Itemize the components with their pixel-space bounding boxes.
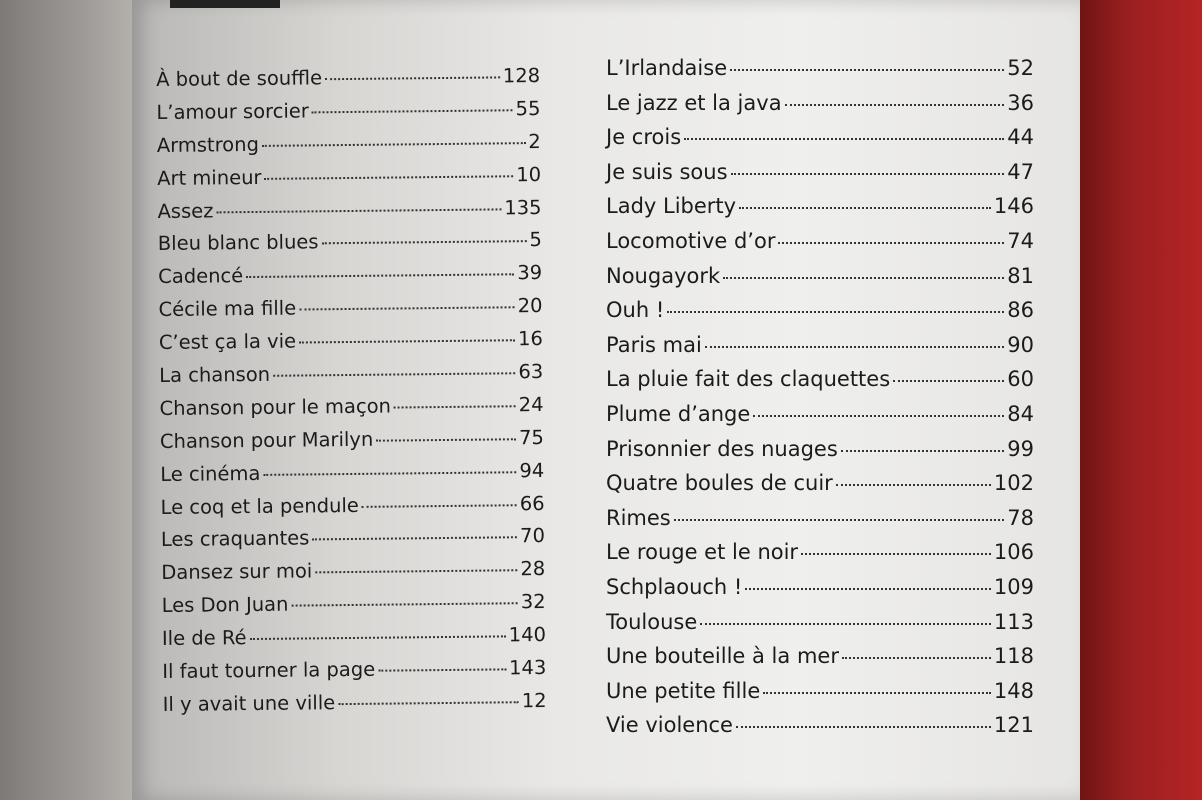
dot-leader: [705, 346, 1004, 348]
dot-leader: [736, 726, 991, 728]
entry-page: 121: [993, 713, 1034, 738]
entry-page: 135: [504, 195, 542, 219]
entry-page: 66: [519, 491, 545, 515]
index-entry: [606, 610, 1034, 645]
entry-page: 118: [993, 644, 1034, 669]
entry-page: 81: [1007, 263, 1034, 288]
index-column-left: [156, 64, 547, 726]
entry-title: Le coq et la pendule: [160, 493, 359, 519]
dot-leader: [667, 311, 1004, 313]
index-entry: [606, 679, 1034, 714]
dot-leader: [739, 207, 991, 209]
dot-leader: [700, 623, 991, 625]
index-entry: [606, 437, 1034, 472]
entry-page: 146: [993, 194, 1034, 219]
dot-leader: [265, 175, 514, 180]
dot-leader: [273, 372, 515, 377]
index-entry: [606, 367, 1034, 402]
entry-page: 36: [1007, 90, 1034, 115]
entry-page: 39: [517, 261, 543, 285]
entry-title: Ouh !: [606, 298, 665, 323]
index-entry: [606, 333, 1034, 368]
dot-leader: [315, 570, 517, 574]
index-entry: [162, 623, 546, 660]
entry-title: Nougayork: [606, 263, 721, 288]
entry-title: Rimes: [606, 505, 671, 530]
entry-title: Dansez sur moi: [161, 559, 313, 585]
entry-title: Armstrong: [156, 132, 260, 157]
entry-title: Vie violence: [606, 713, 733, 738]
entry-page: 128: [502, 63, 541, 88]
dot-leader: [723, 277, 1004, 279]
index-entry: [606, 540, 1034, 575]
entry-page: 70: [519, 524, 546, 548]
index-entry: [158, 261, 542, 298]
dot-leader: [730, 69, 1004, 71]
dot-leader: [246, 274, 514, 279]
entry-title: Ile de Ré: [161, 626, 247, 651]
entry-title: Locomotive d’or: [606, 228, 776, 253]
index-entry: [162, 656, 546, 693]
dot-leader: [338, 701, 519, 705]
entry-page: 102: [993, 471, 1034, 496]
index-entry: [160, 492, 544, 529]
book-gutter-shadow: [0, 0, 140, 800]
dot-leader: [299, 339, 515, 343]
entry-page: 78: [1007, 505, 1034, 530]
entry-page: 86: [1007, 298, 1034, 323]
dot-leader: [731, 173, 1005, 175]
index-entry: [159, 360, 543, 397]
entry-page: 60: [1007, 367, 1034, 392]
index-entry: [606, 125, 1034, 160]
entry-title: Une bouteille à la mer: [606, 644, 839, 669]
entry-page: 10: [516, 162, 542, 186]
index-entry: [157, 163, 541, 200]
dot-leader: [674, 519, 1005, 521]
entry-title: La pluie fait des claquettes: [606, 367, 891, 392]
entry-page: 63: [518, 359, 544, 384]
dot-leader: [753, 415, 1004, 417]
index-entry: [606, 644, 1034, 679]
entry-title: Je crois: [606, 125, 682, 150]
index-entry: [606, 91, 1034, 126]
entry-page: 94: [519, 458, 545, 482]
index-entry: [160, 459, 544, 496]
dot-leader: [785, 104, 1005, 106]
entry-page: 47: [1007, 159, 1034, 184]
dot-leader: [312, 109, 513, 113]
dot-leader: [325, 76, 500, 80]
entry-page: 75: [518, 425, 545, 450]
entry-title: Paris mai: [606, 332, 702, 357]
index-entry: [606, 575, 1034, 610]
dot-leader: [262, 142, 526, 147]
index-entry: [606, 471, 1034, 506]
entry-page: 52: [1007, 56, 1034, 80]
dot-leader: [376, 438, 516, 441]
dot-leader: [836, 484, 991, 486]
entry-title: Je suis sous: [606, 159, 728, 184]
entry-page: 24: [518, 392, 544, 417]
entry-page: 12: [521, 688, 547, 713]
dot-leader: [378, 668, 506, 671]
index-entry: [158, 228, 542, 265]
index-entry: [606, 713, 1034, 748]
entry-page: 5: [529, 228, 542, 252]
entry-title: Les craquantes: [160, 526, 310, 552]
index-entry: [606, 229, 1034, 264]
index-entry: [156, 97, 540, 134]
dot-leader: [394, 405, 516, 408]
dot-leader: [684, 138, 1004, 140]
entry-page: 74: [1007, 228, 1034, 253]
entry-title: Schplaouch !: [606, 574, 743, 599]
dot-leader: [299, 306, 515, 310]
index-entry: [156, 64, 540, 101]
entry-title: La chanson: [159, 362, 271, 387]
index-entry: [162, 590, 546, 627]
entry-title: Chanson pour le maçon: [159, 394, 392, 420]
dot-leader: [893, 380, 1004, 382]
index-entry: [158, 294, 542, 331]
entry-title: Cécile ma fille: [158, 296, 297, 322]
entry-title: L’amour sorcier: [156, 99, 309, 124]
dot-leader: [801, 553, 991, 555]
dot-leader: [322, 241, 527, 245]
index-entry: [159, 327, 543, 364]
entry-title: Il faut tourner la page: [162, 657, 376, 683]
index-entry: [606, 506, 1034, 541]
entry-page: 109: [993, 574, 1034, 599]
entry-title: Assez: [157, 198, 214, 223]
entry-page: 148: [993, 678, 1034, 703]
entry-page: 16: [517, 327, 543, 351]
entry-page: 55: [515, 96, 541, 121]
dot-leader: [841, 450, 1004, 452]
dot-leader: [250, 636, 506, 641]
entry-title: Art mineur: [157, 165, 262, 190]
entry-page: 140: [508, 623, 547, 647]
entry-title: Le jazz et la java: [606, 90, 782, 115]
entry-title: Le cinéma: [160, 461, 261, 486]
dot-leader: [745, 588, 991, 590]
index-entry: [161, 524, 545, 561]
dot-leader: [778, 242, 1004, 244]
index-entry: [606, 56, 1034, 91]
top-heading-fragment: [170, 0, 280, 8]
index-entry: [160, 426, 544, 463]
index-entry: [606, 160, 1034, 195]
index-entry: [157, 130, 541, 167]
index-column-right: [606, 56, 1034, 748]
dot-leader: [216, 208, 501, 213]
entry-page: 84: [1007, 401, 1034, 426]
entry-title: L’Irlandaise: [606, 56, 728, 80]
dot-leader: [291, 602, 517, 606]
index-entry: [161, 557, 545, 594]
dot-leader: [763, 692, 991, 694]
entry-page: 20: [517, 294, 543, 318]
entry-page: 28: [520, 557, 546, 581]
entry-title: Toulouse: [606, 609, 698, 634]
dot-leader: [263, 471, 516, 476]
entry-title: Quatre boules de cuir: [606, 471, 833, 496]
index-entry: [606, 194, 1034, 229]
index-entry: [606, 298, 1034, 333]
index-entry: [606, 402, 1034, 437]
index-entry: [159, 393, 543, 430]
entry-page: 90: [1007, 332, 1034, 357]
entry-page: 106: [993, 540, 1034, 565]
entry-title: Chanson pour Marilyn: [159, 427, 374, 453]
entry-page: 32: [520, 590, 546, 614]
entry-title: C’est ça la vie: [158, 329, 297, 355]
entry-page: 2: [528, 129, 541, 153]
entry-title: À bout de souffle: [156, 66, 323, 91]
entry-title: Lady Liberty: [606, 194, 737, 219]
index-entry: [157, 196, 541, 233]
entry-page: 113: [993, 609, 1034, 634]
red-background: [1080, 0, 1202, 800]
entry-title: Les Don Juan: [161, 592, 289, 618]
entry-title: Il y avait une ville: [162, 691, 336, 716]
index-entry: [606, 264, 1034, 299]
entry-title: Le rouge et le noir: [606, 540, 799, 565]
index-entry: [163, 689, 547, 726]
entry-title: Bleu blanc blues: [157, 230, 319, 256]
entry-page: 44: [1007, 125, 1034, 150]
entry-title: Prisonnier des nuages: [606, 436, 838, 461]
entry-page: 99: [1007, 436, 1034, 461]
entry-title: Plume d’ange: [606, 401, 751, 426]
entry-title: Une petite fille: [606, 678, 761, 703]
entry-title: Cadencé: [158, 264, 244, 289]
entry-page: 143: [508, 655, 547, 680]
dot-leader: [312, 537, 517, 541]
dot-leader: [362, 504, 517, 508]
dot-leader: [842, 657, 991, 659]
